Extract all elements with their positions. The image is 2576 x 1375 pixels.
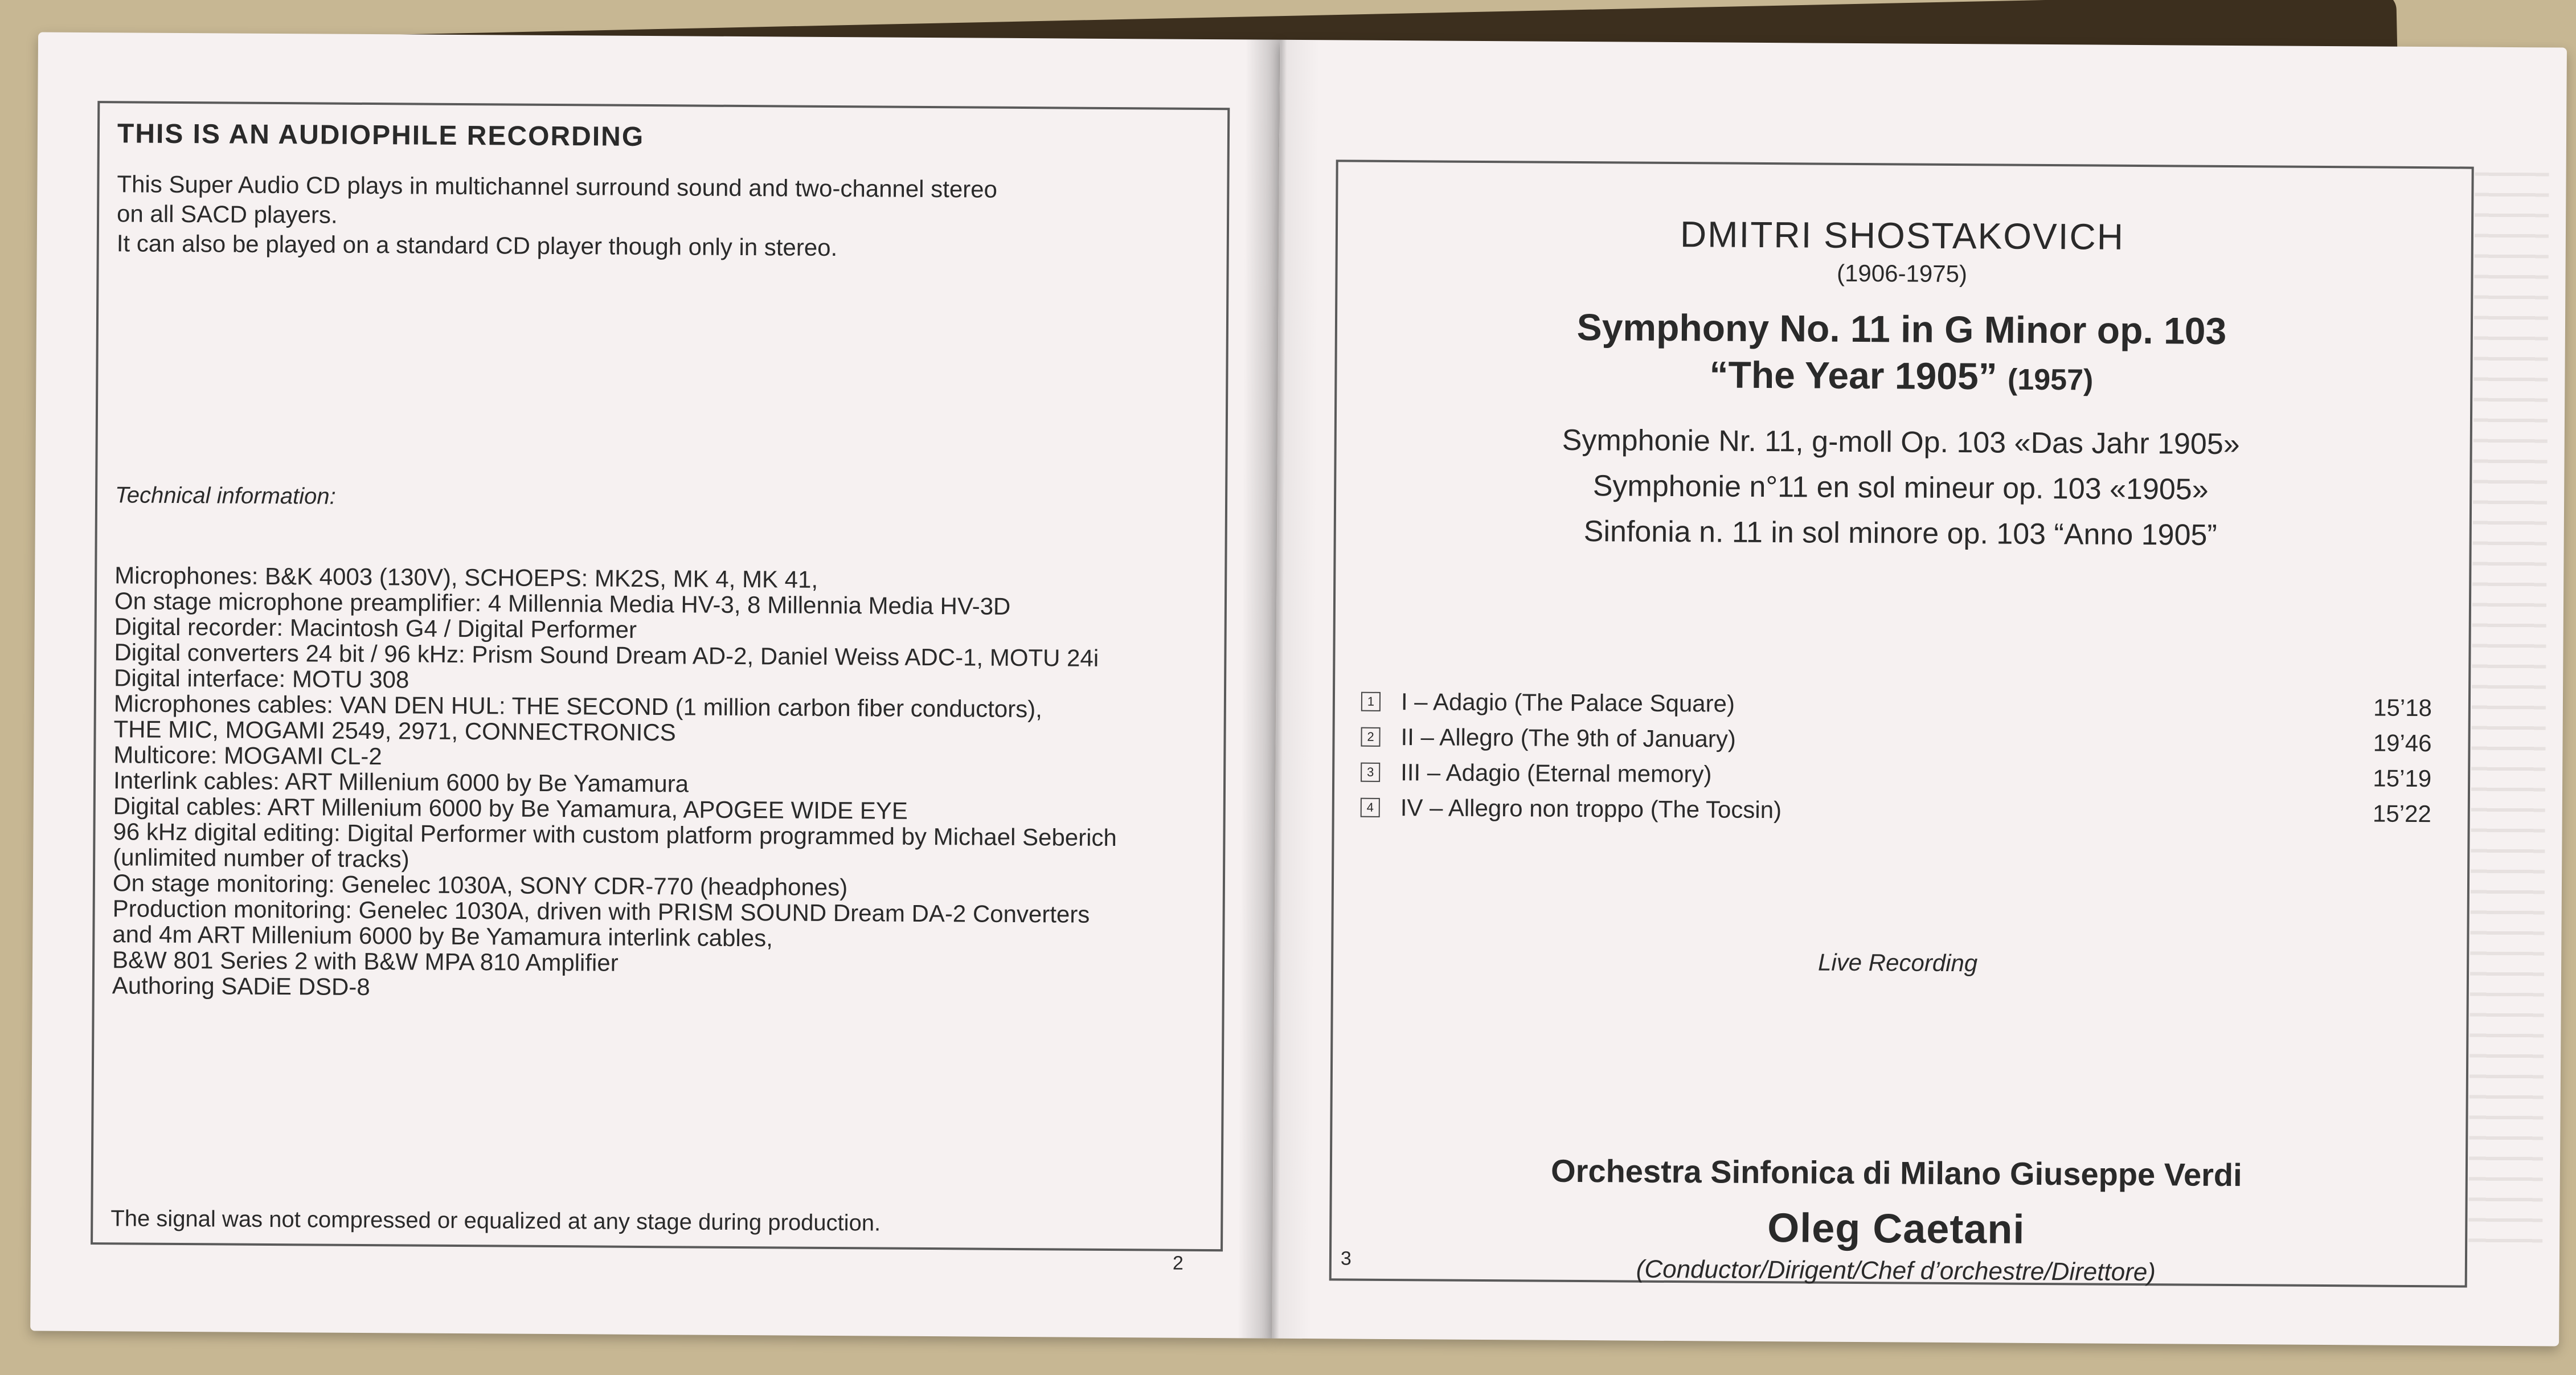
sacd-description: [117, 169, 1217, 265]
audiophile-title: THIS IS AN AUDIOPHILE RECORDING: [117, 118, 645, 152]
track-duration: 15’19: [2373, 764, 2432, 792]
sacd-line: This Super Audio CD plays in multichannel surround sound and two-channel stereo: [117, 170, 998, 203]
title-subtitle: “The Year 1905”: [1709, 353, 1997, 398]
page-number-right: 3: [1340, 1247, 1352, 1270]
track-number-box: 1: [1361, 692, 1381, 711]
title-line-1: Symphony No. 11 in G Minor op. 103: [1576, 305, 2227, 352]
tech-line: On stage microphone preamplifier: 4 Millennia Media HV-3, 8 Millennia Media HV-3D: [114, 587, 1011, 620]
title-line-2: [1334, 349, 2468, 406]
track-row: [1361, 684, 2432, 726]
track-duration: 15’18: [2373, 694, 2432, 722]
tech-line: Authoring SADiE DSD-8: [112, 972, 370, 1001]
tech-line: Digital recorder: Macintosh G4 / Digital Performer: [114, 613, 637, 643]
track-title: I – Adagio (The Palace Square): [1400, 688, 1735, 717]
track-number-box: 2: [1361, 727, 1380, 747]
tech-line: Multicore: MOGAMI CL-2: [113, 741, 382, 770]
technical-info-heading: Technical information:: [114, 482, 336, 509]
track-row: [1361, 790, 2431, 832]
cd-booklet: [30, 32, 2567, 1357]
signal-note: The signal was not compressed or equalized at any stage during production.: [110, 1206, 881, 1236]
track-duration: 19’46: [2373, 729, 2432, 757]
tech-line: 96 kHz digital editing: Digital Performer with custom platform programmed by Michael Seberich: [113, 818, 1117, 852]
track-list: [1361, 684, 2432, 832]
title-translations: [1334, 416, 2468, 559]
track-number-box: 3: [1361, 763, 1380, 782]
page-number-left: 2: [1172, 1252, 1183, 1274]
tech-line: Digital interface: MOTU 308: [114, 664, 409, 693]
technical-info-list: [112, 562, 1214, 1005]
translation-italian: Sinfonia n. 11 in sol minore op. 103 “Anno 1905”: [1583, 515, 2217, 552]
tech-line: Microphones: B&K 4003 (130V), SCHOEPS: MK2S, MK 4, MK 41,: [114, 562, 818, 593]
right-page: [1272, 40, 2567, 1347]
track-title: III – Adagio (Eternal memory): [1400, 759, 1712, 788]
sacd-line: It can also be played on a standard CD player though only in stereo.: [116, 230, 838, 261]
track-row: [1361, 719, 2431, 761]
composer-name: DMITRI SHOSTAKOVICH: [1680, 214, 2125, 257]
tech-line: On stage monitoring: Genelec 1030A, SONY CDR-770 (headphones): [112, 869, 848, 901]
booklet-spine-fold: [1238, 39, 1320, 1339]
tech-line: Digital cables: ART Millenium 6000 by Be Yamamura, APOGEE WIDE EYE: [113, 792, 908, 824]
track-duration: 15’22: [2372, 800, 2431, 828]
conductor-name: Oleg Caetani: [1767, 1205, 2025, 1253]
tech-line: B&W 801 Series 2 with B&W MPA 810 Amplifier: [112, 946, 619, 976]
tech-line: (unlimited number of tracks): [113, 844, 409, 873]
tech-line: Digital converters 24 bit / 96 kHz: Prism Sound Dream AD-2, Daniel Weiss ADC-1, MOTU 24i: [114, 639, 1099, 672]
title-year: (1957): [2007, 363, 2094, 397]
track-row: [1361, 755, 2431, 796]
sacd-line: on all SACD players.: [116, 200, 338, 228]
translation-german: Symphonie Nr. 11, g-moll Op. 103 «Das Jahr 1905»: [1562, 423, 2240, 461]
tech-line: Interlink cables: ART Millenium 6000 by Be Yamamura: [113, 767, 689, 797]
conductor-roles: (Conductor/Dirigent/Chef d’orchestre/Direttore): [1636, 1255, 2156, 1287]
show-through-text: [2468, 173, 2549, 1255]
track-number-box: 4: [1361, 798, 1380, 817]
track-title: IV – Allegro non troppo (The Tocsin): [1400, 794, 1782, 824]
track-title: II – Allegro (The 9th of January): [1400, 723, 1736, 752]
translation-french: Symphonie n°11 en sol mineur op. 103 «1905»: [1592, 469, 2209, 506]
tech-line: THE MIC, MOGAMI 2549, 2971, CONNECTRONICS: [113, 715, 676, 746]
symphony-title: [1334, 302, 2468, 406]
composer-years: (1906-1975): [1836, 259, 1968, 288]
tech-line: Microphones cables: VAN DEN HUL: THE SECOND (1 million carbon fiber conductors),: [113, 690, 1043, 723]
orchestra-name: Orchestra Sinfonica di Milano Giuseppe Verdi: [1550, 1152, 2242, 1193]
tech-line: Production monitoring: Genelec 1030A, driven with PRISM SOUND Dream DA-2 Converters: [112, 895, 1090, 928]
tech-line: and 4m ART Millenium 6000 by Be Yamamura interlink cables,: [112, 920, 773, 952]
live-recording-label: Live Recording: [1817, 948, 1978, 977]
left-page: [30, 32, 1280, 1338]
